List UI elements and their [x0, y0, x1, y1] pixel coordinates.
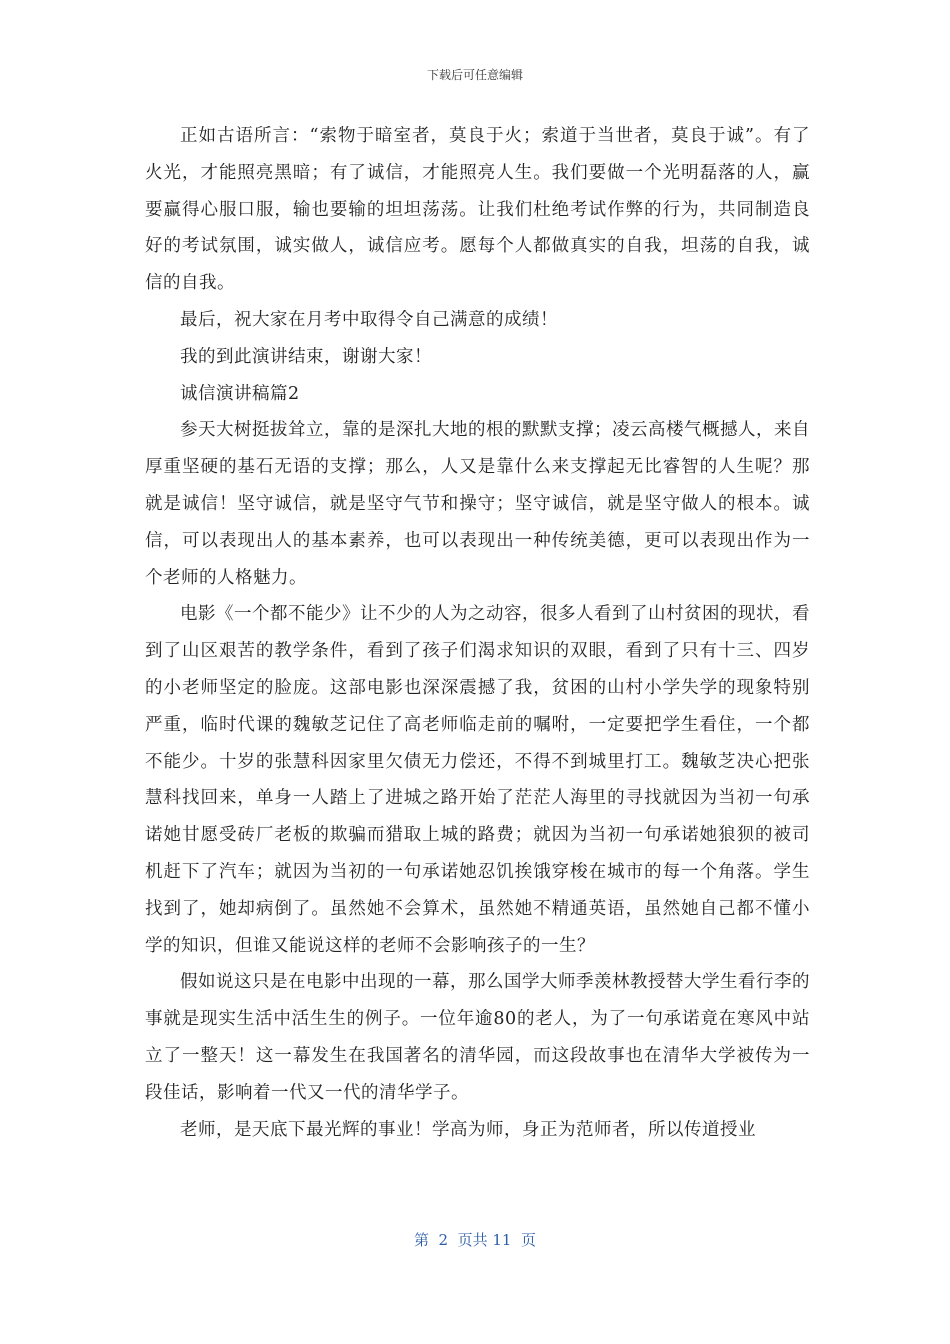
section-heading: 诚信演讲稿篇2 — [180, 383, 300, 404]
paragraph: 电影《一个都不能少》让不少的人为之动容，很多人看到了山村贫困的现状，看到了山区艰苦的教学条件，看到了孩子们渴求知识的双眼，看到了只有十三、四岁的小老师坚定的脸庞。这部电影也深深震撼了我，贫困的山村小学失学的现象特别严重，临时代课的魏敏芝记住了高老师临走前的嘱咐，一定要把学生看住，一个都不能少。十岁的张慧科因家里欠债无力偿还，不得不到城里打工。魏敏芝决心把张慧科找回来，单身一人踏上了进城之路开始了茫茫人海里的寻找就因为当初一句承诺她甘愿受砖厂老板的欺骗而猎取上城的路费；就因为当初一句承诺她狼狈的被司机赶下了汽车；就因为当初的一句承诺她忍饥挨饿穿梭在城市的每一个角落。学生找到了，她却病倒了。虽然她不会算术，虽然她不精通英语，虽然她自己都不懂小学的知识，但谁又能说这样的老师不会影响孩子的一生？ — [145, 604, 810, 956]
page-header: 下载后可任意编辑 — [426, 68, 523, 82]
paragraph: 老师，是天底下最光辉的事业！学高为师，身正为范师者，所以传道授业 — [180, 1119, 756, 1140]
paragraph: 我的到此演讲结束，谢谢大家！ — [180, 346, 432, 367]
paragraph: 最后，祝大家在月考中取得令自己满意的成绩！ — [180, 309, 558, 330]
document-body — [145, 118, 810, 1148]
paragraph: 参天大树挺拔耸立，靠的是深扎大地的根的默默支撑；凌云高楼气概撼人，来自厚重坚硬的基石无语的支撑；那么，人又是靠什么来支撑起无比睿智的人生呢？那就是诚信！坚守诚信，就是坚守气节和操守；坚守诚信，就是坚守做人的根本。诚信，可以表现出人的基本素养，也可以表现出一种传统美德，更可以表现出作为一个老师的人格魅力。 — [145, 420, 810, 588]
paragraph: 正如古语所言：“索物于暗室者，莫良于火；索道于当世者，莫良于诚”。有了火光，才能照亮黑暗；有了诚信，才能照亮人生。我们要做一个光明磊落的人，赢要赢得心服口服，输也要输的坦坦荡荡。让我们杜绝考试作弊的行为，共同制造良好的考试氛围，诚实做人，诚信应考。愿每个人都做真实的自我，坦荡的自我，诚信的自我。 — [145, 126, 810, 294]
page-footer: 第 2 页共 11 页 — [413, 1231, 536, 1249]
paragraph: 假如说这只是在电影中出现的一幕，那么国学大师季羡林教授替大学生看行李的事就是现实生活中活生生的例子。一位年逾80的老人，为了一句承诺竟在寒风中站立了一整天！这一幕发生在我国著名的清华园，而这段故事也在清华大学被传为一段佳话，影响着一代又一代的清华学子。 — [145, 972, 810, 1103]
